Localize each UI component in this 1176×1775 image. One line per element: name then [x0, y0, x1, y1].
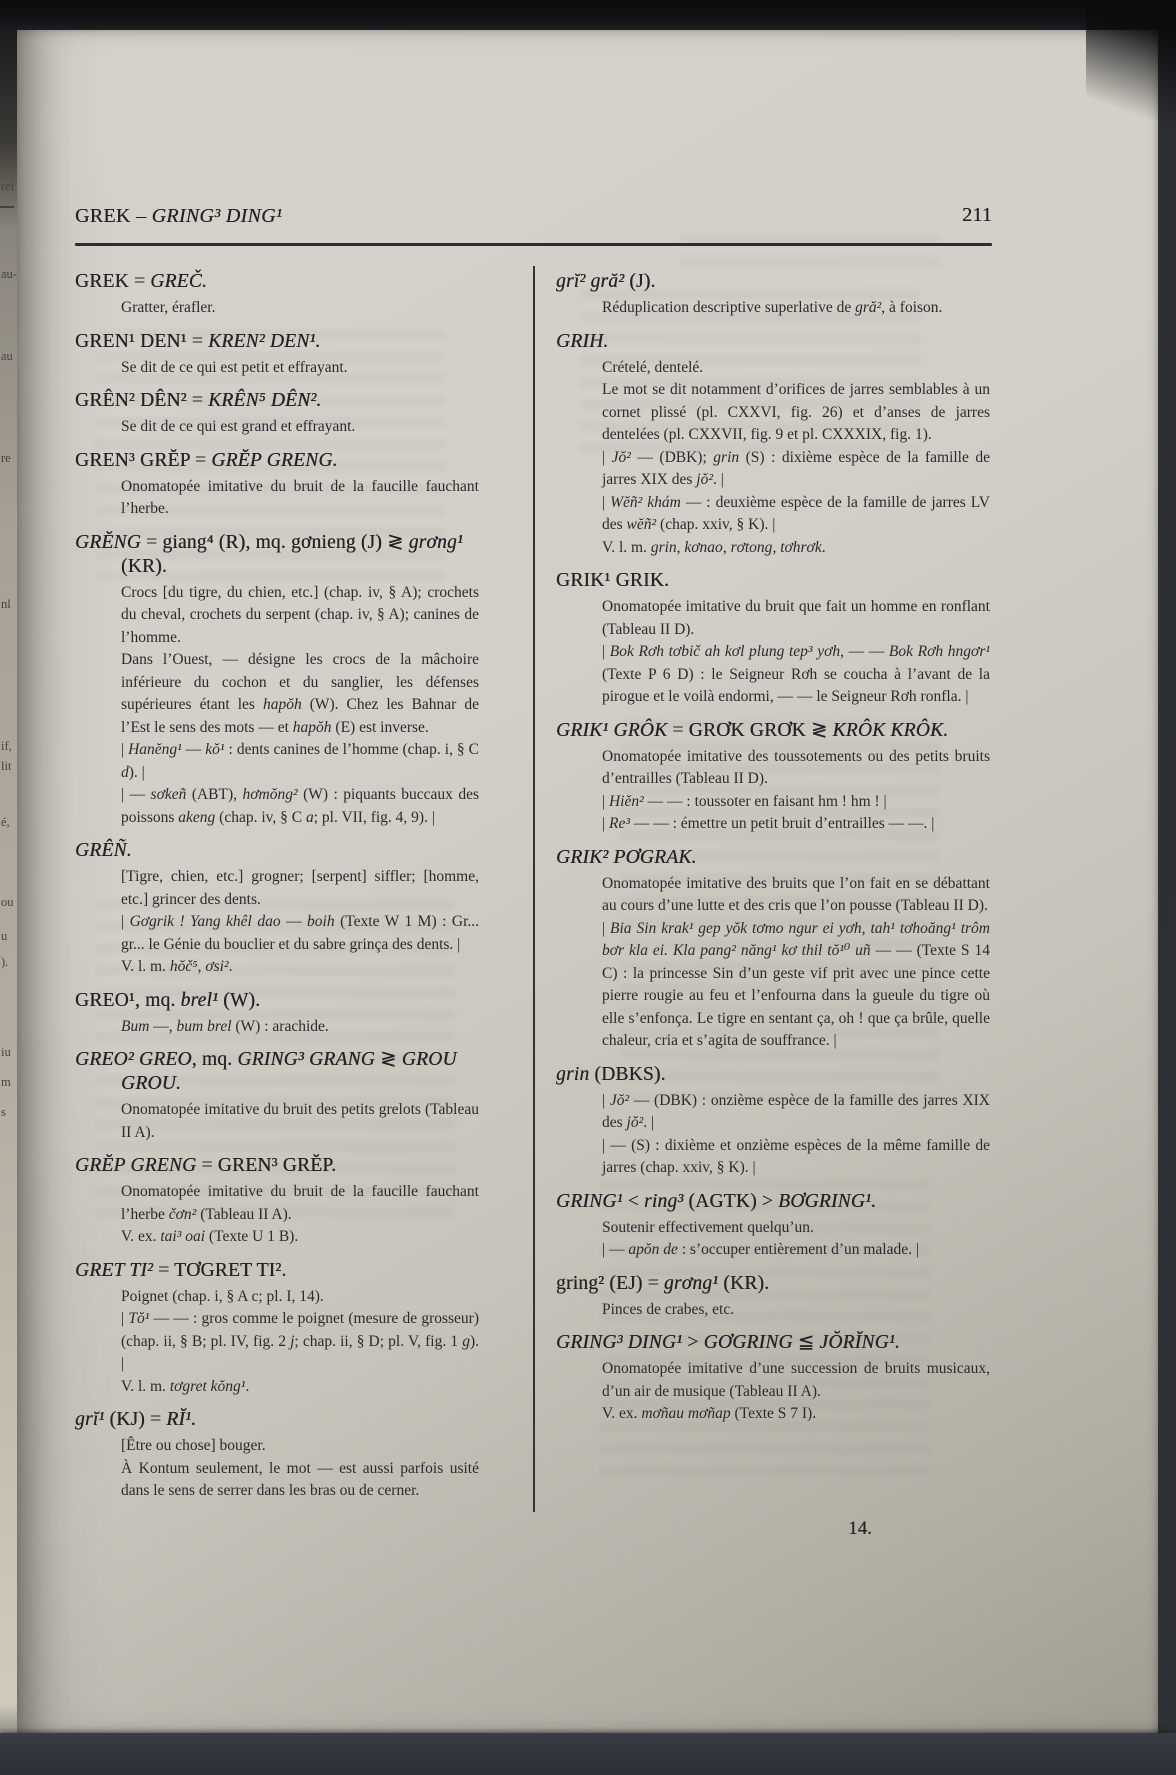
- entry-paragraph: [121, 476, 479, 521]
- text-segment: . |: [643, 1114, 655, 1131]
- text-segment: ,: [772, 538, 781, 556]
- entry-paragraph: [121, 784, 479, 829]
- entry-paragraph: [121, 1181, 479, 1226]
- text-segment: <: [622, 1190, 644, 1212]
- text-segment: | —: [121, 786, 151, 803]
- corner-shadow: [1086, 0, 1176, 130]
- text-segment: |: [602, 448, 612, 466]
- dictionary-entry: [556, 1331, 990, 1426]
- text-segment: d: [121, 763, 129, 781]
- text-segment: . |: [712, 471, 724, 488]
- text-segment: ,: [676, 538, 685, 556]
- text-segment: čơn²: [168, 1205, 197, 1223]
- text-segment: GREN³ GRĔP =: [75, 449, 212, 471]
- text-segment: |: [602, 493, 611, 511]
- text-segment: grơng¹: [408, 531, 463, 553]
- text-segment: = TƠGRET TI².: [153, 1259, 287, 1281]
- text-segment: kŏ¹: [205, 741, 225, 758]
- text-segment: tơgret kŏng¹: [169, 1377, 246, 1395]
- text-segment: (Tableau II A).: [196, 1205, 292, 1223]
- text-segment: hapŏh: [262, 696, 302, 713]
- text-segment: brel¹: [180, 989, 219, 1011]
- text-segment: —: [181, 741, 206, 758]
- text-segment: (W) : piquants buccaux des poissons: [121, 786, 479, 826]
- text-segment: (chap. iv, § C: [215, 808, 306, 826]
- entry-paragraph: [602, 813, 990, 836]
- dictionary-entry: [75, 389, 479, 439]
- entry-paragraph: [602, 297, 990, 320]
- text-segment: GRING³ DING¹: [556, 1332, 683, 1353]
- entry-headword: [556, 1063, 990, 1087]
- text-segment: GRIH.: [556, 330, 609, 352]
- entry-paragraph: [602, 596, 990, 641]
- text-segment: — (DBK);: [630, 448, 714, 466]
- text-segment: ; chap. ii, § D; pl. V, fig. 1: [294, 1332, 463, 1350]
- text-segment: : s’occuper entièrement d’un malade. |: [677, 1241, 919, 1258]
- entry-paragraph: [121, 1099, 479, 1144]
- text-segment: >: [682, 1332, 704, 1353]
- text-segment: Se dit de ce qui est petit et effrayant.: [121, 358, 348, 376]
- entry-headword: [556, 1272, 990, 1296]
- text-segment: (W).: [218, 989, 261, 1011]
- entry-paragraph: [602, 1135, 990, 1180]
- text-segment: [Tigre, chien, etc.] grogner; [serpent] siffler; [homme, etc.] grincer des dents.: [121, 868, 479, 908]
- book-gutter-edge: [0, 0, 17, 1775]
- entry-headword: [75, 1408, 479, 1432]
- entry-paragraph: [602, 379, 990, 447]
- text-segment: : dents canines de l’homme (chap. i, § C: [224, 741, 479, 758]
- text-segment: GROU GROU.: [121, 1049, 457, 1094]
- dictionary-entry: [556, 1190, 990, 1262]
- text-segment: ring³: [643, 1190, 684, 1212]
- entry-headword: [75, 1259, 479, 1283]
- text-segment: GRIK² PƠGRAK.: [556, 846, 697, 868]
- text-segment: V. ex.: [121, 1228, 161, 1245]
- text-segment: |: [121, 913, 130, 930]
- facing-page-text-fragment: rei: [1, 179, 15, 193]
- text-segment: (DBKS).: [589, 1063, 666, 1085]
- entry-headword: [556, 569, 990, 593]
- dictionary-entry: [75, 1154, 479, 1249]
- text-segment: —: [280, 913, 308, 930]
- text-segment: hơmŏng²: [242, 786, 298, 803]
- text-segment: .: [228, 958, 233, 975]
- entry-paragraph: [121, 1458, 479, 1503]
- text-segment: GRET TI²: [75, 1259, 154, 1281]
- text-segment: (W) : arachide.: [231, 1017, 329, 1035]
- text-segment: V. l. m.: [121, 1377, 170, 1395]
- text-segment: , — —: [840, 643, 889, 660]
- text-segment: = giang⁴ (R), mq. gơnieng (J) ≷: [141, 531, 409, 553]
- entry-paragraph: [602, 357, 990, 380]
- text-segment: — — : toussoter en faisant hm ! hm ! |: [643, 792, 887, 810]
- entry-headword: [556, 719, 990, 743]
- text-segment: grin: [650, 538, 677, 556]
- dictionary-entry: [75, 330, 479, 380]
- text-segment: Hanĕng¹: [128, 741, 182, 758]
- text-segment: = GREN³ GRĔP.: [196, 1155, 337, 1176]
- text-segment: GRĔP GRENG: [75, 1155, 197, 1176]
- facing-page-text-fragment: au-: [1, 267, 17, 281]
- entry-paragraph: [602, 537, 990, 560]
- entry-paragraph: [602, 1403, 990, 1426]
- dictionary-entry: [75, 270, 479, 320]
- column-divider-rule: [533, 266, 535, 1512]
- text-segment: Onomatopée imitative des bruits que l’on fait en se débattant au cours d’une lutte et des cris que l’on pousse (Tableau II D).: [602, 874, 990, 914]
- text-segment: boih: [307, 913, 335, 930]
- facing-page-text-fragment: u: [1, 929, 8, 943]
- text-segment: GREČ.: [150, 271, 208, 292]
- dictionary-entry: [556, 719, 990, 836]
- entry-paragraph: [121, 649, 479, 739]
- entry-paragraph: [121, 416, 479, 439]
- text-segment: GRÊN² DÊN² =: [75, 390, 209, 411]
- text-segment: |: [121, 1310, 129, 1327]
- text-segment: Wĕñ² khám: [610, 493, 681, 511]
- text-segment: Onomatopée imitative du bruit que fait un homme en ronflant (Tableau II D).: [602, 598, 990, 638]
- text-segment: V. l. m.: [121, 958, 170, 975]
- text-segment: gră²: [855, 299, 882, 316]
- text-segment: V. ex.: [602, 1405, 642, 1422]
- text-segment: —,: [149, 1017, 177, 1035]
- text-segment: akeng: [178, 808, 216, 826]
- text-segment: GREK =: [75, 271, 151, 292]
- text-segment: Réduplication descriptive superlative de: [602, 299, 856, 316]
- text-segment: j: [290, 1332, 295, 1350]
- entry-paragraph: [602, 1217, 990, 1240]
- text-segment: Crocs [du tigre, du chien, etc.] (chap. iv, § A); crochets du cheval, crochets du serpent (chap. iv, § A); canines de l’homme.: [121, 583, 479, 646]
- text-segment: tơhrơk: [780, 538, 822, 556]
- entry-paragraph: [121, 739, 479, 784]
- facing-page-text-fragment: é,: [1, 815, 10, 829]
- entry-headword: [75, 531, 479, 579]
- text-segment: ≷: [375, 1049, 402, 1070]
- text-segment: (Texte W 1 M) : Gr... gr... le Génie du bouclier et du sabre grinça des dents. |: [121, 913, 480, 953]
- text-segment: kơnao: [684, 538, 723, 556]
- entry-paragraph: [121, 1435, 479, 1458]
- text-segment: (KR).: [718, 1272, 770, 1294]
- text-segment: — — : émettre un petit bruit d’entrailles — —. |: [629, 815, 935, 832]
- text-segment: |: [602, 815, 609, 832]
- entry-headword: [75, 1048, 479, 1096]
- dictionary-entry: [75, 1048, 479, 1144]
- entry-headword: [556, 1331, 990, 1355]
- facing-page-text-fragment: ).: [1, 955, 9, 969]
- text-segment: Bok Rơh hngơr¹: [888, 643, 990, 660]
- text-segment: jŏ²: [626, 1114, 644, 1131]
- text-segment: GRĔNG: [75, 531, 141, 553]
- facing-page-text-fragment: nl: [1, 597, 11, 611]
- text-segment: , mq.: [191, 1049, 238, 1070]
- text-segment: ). |: [121, 1332, 479, 1372]
- running-header-dash: –: [130, 205, 152, 227]
- text-segment: a: [305, 808, 314, 826]
- text-segment: Dans l’Ouest, — désigne les crocs de la mâchoire inférieure du cochon et du sanglier, les défenses supérieures étant les: [121, 651, 479, 713]
- text-segment: sơkeñ: [150, 786, 187, 803]
- text-segment: Bia Sin krak¹ gep yŏk tơmo ngur ei yơh, tah¹ tơhoăng¹ trôm bơr kla ei. Kla pang² năng¹ kơ thil tŏ¹⁰ uñ: [602, 919, 991, 959]
- text-segment: (Texte S 7 I).: [730, 1405, 817, 1422]
- text-segment: Jŏ²: [611, 448, 631, 466]
- text-segment: KREN² DEN¹.: [208, 330, 321, 352]
- text-segment: gring² (EJ) =: [556, 1272, 664, 1294]
- entry-paragraph: [602, 492, 990, 537]
- text-segment: |: [121, 741, 129, 758]
- text-segment: — — (Texte S 14 C) : la princesse Sin d’un geste vif prit avec une pince cette pierre rougie au feu et l’enfourna dans la gueule du tigre où elle s’enfonça. Le tigre en sentant ça, oh ! que ça brûle, quelle chaleur, cria et s’agita de souffrance. |: [602, 942, 991, 1049]
- text-segment: Bok Rơh tơbič ah kơl plung tep³ yơh: [609, 643, 841, 660]
- text-segment: Le mot se dit notamment d’orifices de jarres semblables à un cornet plissé (pl. CXXVI, fig. 26) et d’anses de jarres dentelées (pl. CXXVII, fig. 9 et pl. CXXXIX, fig. 1).: [602, 381, 990, 443]
- text-segment: ,: [722, 538, 731, 556]
- entry-paragraph: [121, 1308, 479, 1376]
- text-segment: GRÊÑ.: [75, 840, 132, 861]
- dictionary-entry: [75, 989, 479, 1039]
- entry-headword: [556, 846, 990, 870]
- entry-headword: [75, 389, 479, 413]
- facing-page-text-fragment: lit: [1, 759, 12, 773]
- page-number: 211: [962, 204, 992, 226]
- text-segment: Onomatopée imitative du bruit des petits grelots (Tableau II A).: [121, 1101, 479, 1141]
- text-segment: Tŏ¹: [128, 1310, 150, 1327]
- facing-page-text-fragment: s: [1, 1105, 6, 1119]
- entry-paragraph: [602, 791, 990, 814]
- right-column: [556, 270, 990, 1426]
- text-segment: (AGTK) >: [683, 1190, 779, 1212]
- text-segment: (Texte U 1 B).: [205, 1228, 299, 1245]
- text-segment: GREO² GREO: [75, 1049, 192, 1070]
- text-segment: [Être ou chose] bouger.: [121, 1437, 266, 1454]
- text-segment: rơtong: [730, 538, 773, 556]
- text-segment: = GRƠK GRƠK ≷: [667, 719, 833, 741]
- text-segment: ,: [197, 958, 206, 975]
- entry-paragraph: [602, 1299, 990, 1322]
- text-segment: BƠGRING¹.: [778, 1190, 877, 1212]
- entry-paragraph: [602, 918, 990, 1053]
- header-rule: [75, 243, 992, 246]
- text-segment: hapŏh: [292, 718, 332, 736]
- text-segment: mơñau mơñap: [641, 1405, 731, 1422]
- text-segment: — — : gros comme le poignet (mesure de grosseur) (chap. ii, § B; pl. IV, fig. 2: [121, 1310, 480, 1350]
- entry-paragraph: [602, 641, 990, 709]
- running-header: [75, 205, 282, 228]
- facing-page-text-fragment: if,: [1, 739, 12, 753]
- entry-headword: [75, 270, 479, 294]
- left-column: [75, 270, 479, 1503]
- entry-headword: [556, 330, 990, 354]
- text-segment: grĭ² gră²: [556, 271, 625, 292]
- entry-paragraph: [602, 1239, 990, 1262]
- text-segment: Poignet (chap. i, § A c; pl. I, 14).: [121, 1287, 324, 1305]
- entry-paragraph: [602, 1358, 990, 1403]
- text-segment: Hiĕn²: [608, 792, 644, 810]
- entry-paragraph: [602, 746, 990, 791]
- text-segment: Pinces de crabes, etc.: [602, 1300, 735, 1318]
- entry-paragraph: [121, 1376, 479, 1399]
- dictionary-entry: [556, 1063, 990, 1180]
- entry-paragraph: [602, 447, 990, 492]
- entry-paragraph: [121, 1286, 479, 1309]
- text-segment: KRÊN⁵ DÊN².: [208, 390, 322, 411]
- text-segment: GƠGRING: [703, 1332, 793, 1353]
- text-segment: Re³: [608, 815, 630, 832]
- entry-headword: [75, 330, 479, 354]
- text-segment: grin: [556, 1063, 590, 1085]
- entry-paragraph: [121, 911, 479, 956]
- text-segment: GRĔP GRENG.: [211, 449, 338, 471]
- dictionary-entry: [556, 569, 990, 709]
- dictionary-entry: [75, 449, 479, 521]
- entry-paragraph: [121, 582, 479, 650]
- text-segment: |: [602, 919, 611, 937]
- text-segment: Onomatopée imitative d’une succession de bruits musicaux, d’un air de musique (Tableau II A).: [602, 1360, 990, 1400]
- text-segment: Onomatopée imitative des toussotements ou des petits bruits d’entrailles (Tableau II D).: [602, 747, 990, 787]
- text-segment: | —: [602, 1241, 629, 1258]
- dictionary-entry: [556, 846, 990, 1053]
- text-segment: Gratter, érafler.: [121, 299, 216, 316]
- entry-paragraph: [121, 866, 479, 911]
- text-segment: Gơgrik ! Yang khêl dao: [129, 913, 281, 930]
- entry-headword: [556, 1190, 990, 1214]
- text-segment: (J).: [624, 271, 656, 292]
- text-segment: JŎRĬNG¹.: [819, 1332, 900, 1353]
- entry-paragraph: [602, 873, 990, 918]
- text-segment: (Texte P 6 D) : le Seigneur Rơh se coucha à l’avant de la pirogue et le voilà endormi, — — le Seigneur Rơh ronfla. |: [602, 665, 990, 705]
- text-segment: ≦: [792, 1332, 820, 1353]
- entry-headword: [75, 1154, 479, 1178]
- text-segment: |: [602, 792, 609, 810]
- entry-paragraph: [121, 357, 479, 380]
- text-segment: (ABT),: [186, 786, 243, 803]
- dictionary-entry: [556, 270, 990, 320]
- entry-paragraph: [121, 297, 479, 320]
- entry-paragraph: [121, 1016, 479, 1039]
- text-segment: .: [245, 1377, 250, 1395]
- facing-page-text-fragment: m: [1, 1075, 11, 1089]
- facing-page-text-fragment: iu: [1, 1045, 11, 1059]
- text-segment: Crételé, dentelé.: [602, 358, 704, 376]
- entry-headword: [75, 449, 479, 473]
- entry-paragraph: [602, 1090, 990, 1135]
- text-segment: ơsi²: [205, 958, 229, 975]
- text-segment: — (DBK) : onzième espèce de la famille des jarres XIX des: [602, 1091, 990, 1131]
- entry-headword: [75, 839, 479, 863]
- text-segment: (W). Chez les Bahnar de l’Est le sens des mots — et: [121, 696, 479, 736]
- text-segment: tai³ oai: [160, 1228, 206, 1245]
- text-segment: |: [602, 643, 610, 660]
- book-cover-edge: [0, 1733, 1176, 1775]
- text-segment: KRÔK KRÔK.: [832, 719, 949, 741]
- text-segment: ; pl. VII, fig. 4, 9). |: [313, 808, 435, 826]
- text-segment: .: [821, 538, 826, 556]
- text-segment: GREN¹ DEN¹ =: [75, 330, 209, 352]
- text-segment: bum brel: [176, 1017, 232, 1035]
- facing-page-text-fragment: ou: [1, 895, 14, 909]
- facing-page-text-fragment: re: [1, 451, 11, 465]
- text-segment: (S) : dixième espèce de la famille de jarres XIX des: [602, 448, 990, 488]
- text-segment: Bum: [121, 1017, 150, 1035]
- text-segment: grơng¹: [663, 1272, 719, 1294]
- running-header-first-word: GREK: [75, 205, 131, 227]
- text-segment: À Kontum seulement, le mot — est aussi parfois usité dans le sens de serrer dans les bras ou de cerner.: [121, 1459, 479, 1499]
- text-segment: (chap. xxiv, § K). |: [656, 516, 776, 533]
- text-segment: Onomatopée imitative du bruit de la faucille fauchant l’herbe.: [121, 477, 479, 517]
- facing-page-rule-fragment: [0, 206, 14, 208]
- text-segment: apŏn de: [628, 1241, 678, 1258]
- text-segment: GREO¹, mq.: [75, 989, 181, 1011]
- running-header-last-word: GRING³ DING¹: [151, 205, 283, 227]
- signature-mark: 14.: [848, 1518, 872, 1539]
- text-segment: grin: [713, 448, 740, 466]
- text-segment: |: [602, 1091, 610, 1109]
- text-segment: Soutenir effectivement quelqu’un.: [602, 1218, 814, 1236]
- dictionary-entry: [556, 330, 990, 560]
- entry-paragraph: [121, 1226, 479, 1249]
- text-segment: GRING¹: [556, 1190, 623, 1212]
- text-segment: — : deuxième espèce de la famille de jarres LV des: [602, 493, 990, 533]
- dictionary-entry: [75, 1259, 479, 1399]
- text-segment: (E) est inverse.: [331, 718, 429, 736]
- text-segment: | — (S) : dixième et onzième espèces de la même famille de jarres (chap. xxiv, § K). |: [602, 1136, 990, 1176]
- text-segment: Onomatopée imitative du bruit de la faucille fauchant l’herbe: [121, 1183, 479, 1223]
- text-segment: hŏč⁵: [169, 958, 198, 975]
- text-segment: , à foison.: [881, 299, 943, 316]
- text-segment: Se dit de ce qui est grand et effrayant.: [121, 418, 356, 435]
- entry-paragraph: [121, 956, 479, 979]
- text-segment: RĬ¹.: [166, 1409, 197, 1430]
- bleed-through: [680, 235, 940, 275]
- text-segment: (KJ) =: [104, 1409, 167, 1430]
- dictionary-entry: [75, 1408, 479, 1503]
- text-segment: g: [462, 1332, 470, 1350]
- text-segment: (KR).: [121, 555, 167, 577]
- text-segment: GRIK¹ GRIK.: [556, 570, 670, 591]
- entry-headword: [556, 270, 990, 294]
- text-segment: V. l. m.: [602, 538, 651, 556]
- text-segment: ). |: [128, 763, 145, 781]
- top-shadow: [0, 0, 1176, 30]
- facing-page-text-fragment: au: [1, 349, 13, 363]
- text-segment: GRIK¹ GRÔK: [556, 719, 668, 741]
- text-segment: Jŏ²: [609, 1091, 630, 1109]
- dictionary-entry: [556, 1272, 990, 1322]
- text-segment: GRING³ GRANG: [237, 1049, 376, 1070]
- text-segment: wĕñ²: [626, 516, 657, 533]
- text-segment: grĭ¹: [75, 1409, 105, 1430]
- entry-headword: [75, 989, 479, 1013]
- dictionary-entry: [75, 839, 479, 979]
- dictionary-entry: [75, 531, 479, 830]
- text-segment: jŏ²: [696, 471, 713, 488]
